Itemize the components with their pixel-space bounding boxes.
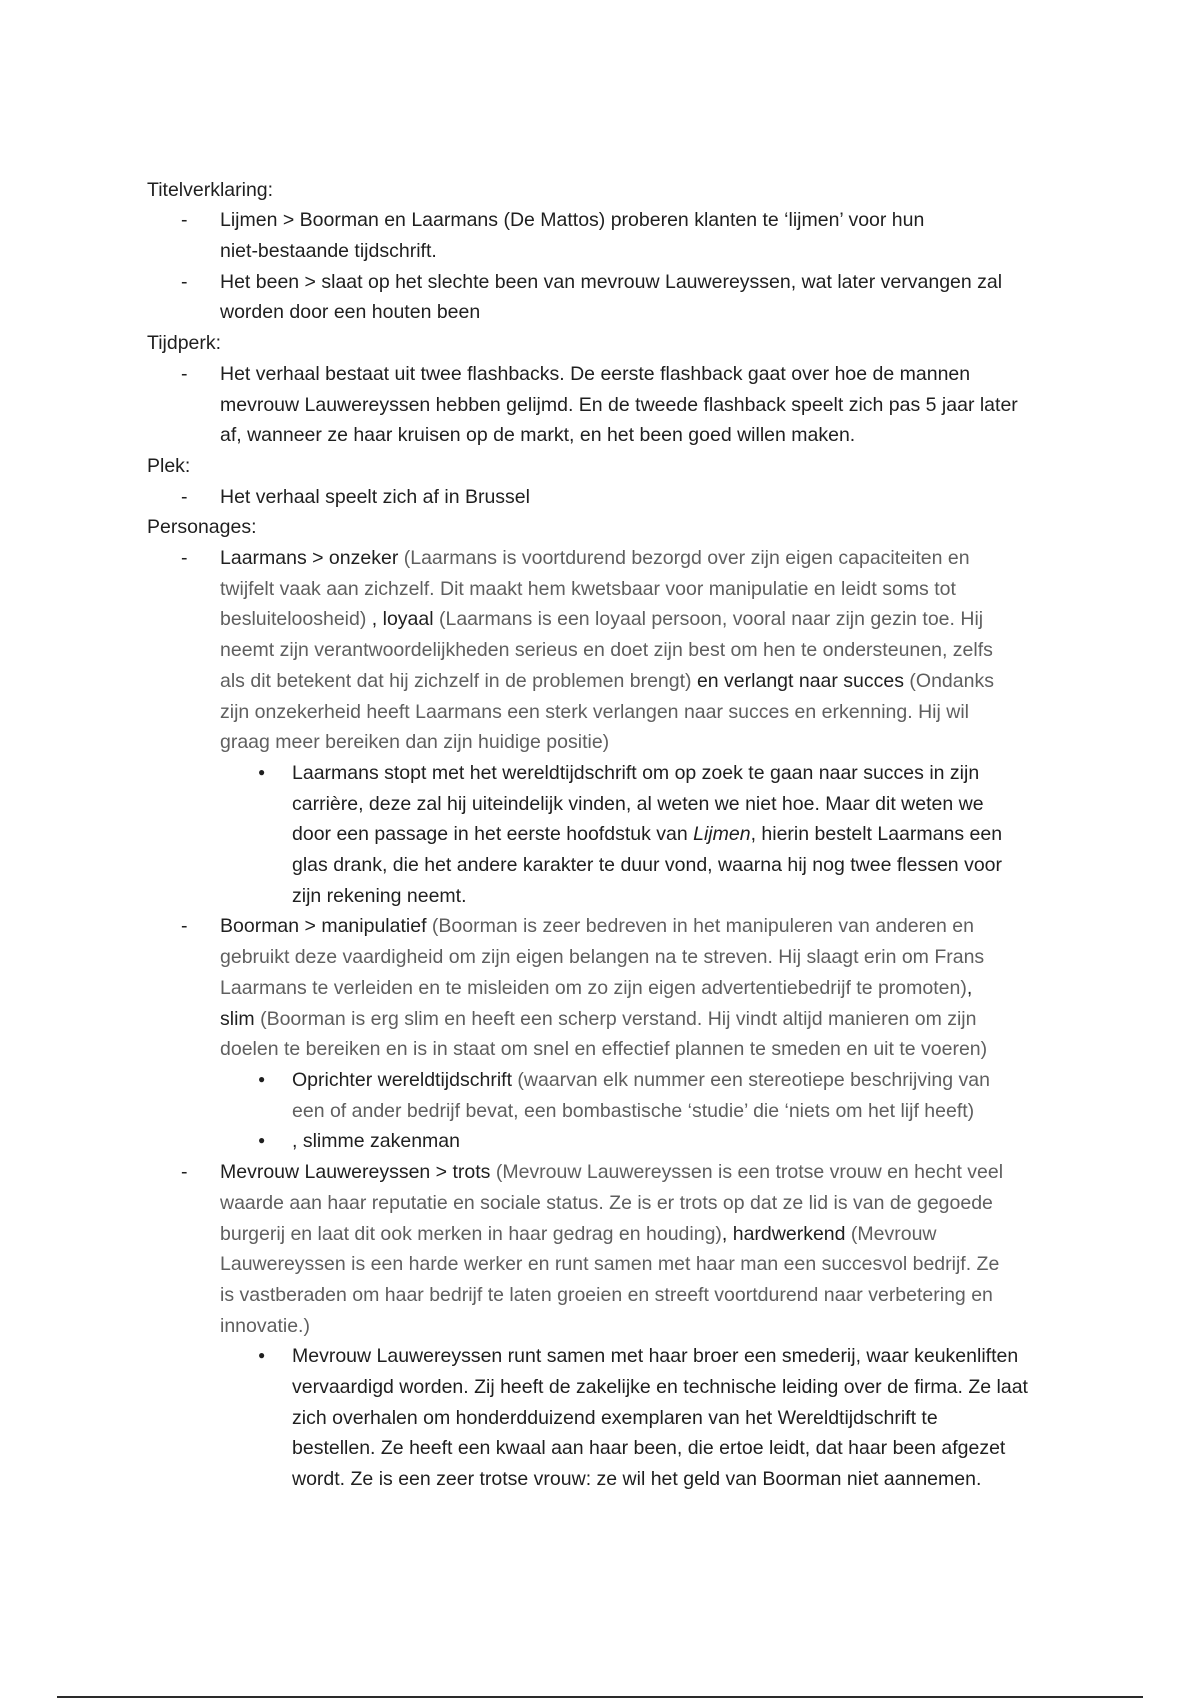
bullet-item-line [0,881,1200,912]
text-segment: mevrouw Lauwereyssen hebben gelijmd. En de tweede flashback speelt zich pas 5 jaar later [220,393,1018,416]
description-text: besluiteloosheid) [220,608,367,631]
text-segment: zich overhalen om honderdduizend exemplaren van het Wereldtijdschrift te [292,1406,938,1429]
dash-item-line [0,1219,1200,1250]
dash-marker: - [181,485,188,508]
text-segment: , hardwerkend [721,1222,851,1245]
dash-item-line [0,973,1200,1004]
bullet-item-line [0,1403,1200,1434]
text-segment: Het verhaal speelt zich af in Brussel [220,485,530,508]
text-segment: Mevrouw Lauwereyssen runt samen met haar broer een smederij, waar keukenliften [292,1345,1019,1368]
dash-list-item [0,543,1200,911]
description-text: graag meer bereiken dan zijn huidige positie) [220,731,610,754]
description-text: (Laarmans is voortdurend bezorgd over zijn eigen capaciteiten en [403,547,970,570]
bullet-list-item [0,1341,1200,1495]
text-segment: bestellen. Ze heeft een kwaal aan haar been, die ertoe leidt, dat haar been afgezet [292,1437,1006,1460]
text-segment: worden door een houten been [220,301,481,324]
description-text: gebruikt deze vaardigheid om zijn eigen belangen na te streven. Hij slaagt erin om Frans [220,946,985,969]
text-segment: Boorman > manipulatief [220,915,432,938]
bullet-item-line [0,789,1200,820]
dash-item-line [0,697,1200,728]
text-segment: wordt. Ze is een zeer trotse vrouw: ze wil het geld van Boorman niet aannemen. [292,1468,982,1491]
text-segment: , slimme zakenman [292,1130,460,1153]
description-text: (Boorman is erg slim en heeft een scherp verstand. Hij vindt altijd manieren om zijn [260,1007,977,1030]
bullet-item-line [0,758,1200,789]
dash-item-line [0,1034,1200,1065]
dash-item-line [0,482,1200,513]
description-text: (Laarmans is een loyaal persoon, vooral naar zijn gezin toe. Hij [438,608,984,631]
text-segment: Het verhaal bestaat uit twee flashbacks. De eerste flashback gaat over hoe de mannen [220,362,971,385]
bullet-item-line [0,1126,1200,1157]
text-segment: carrière, deze zal hij uiteindelijk vinden, al weten we niet hoe. Maar dit weten we [292,792,984,815]
dash-item-line [0,574,1200,605]
bullet-marker: ● [258,1071,266,1086]
bullet-item-line [0,1096,1200,1127]
dash-item-line [0,1004,1200,1035]
dash-marker: - [181,270,188,293]
description-text: is vastberaden om haar bedrijf te laten groeien en streeft voortdurend naar verbetering en [220,1283,993,1306]
dash-list-item [0,482,1200,513]
dash-marker: - [181,1161,188,1184]
text-segment: Laarmans stopt met het wereldtijdschrift om op zoek te gaan naar succes in zijn [292,761,980,784]
dash-item-line [0,236,1200,267]
section-heading: Tijdperk: [147,332,222,355]
bullet-item-line [0,819,1200,850]
description-text: Laarmans te verleiden en te misleiden om zo zijn eigen advertentiebedrijf te promoten) [220,976,967,999]
dash-item-line [0,267,1200,298]
bullet-item-line [0,1464,1200,1495]
text-segment: door een passage in het eerste hoofdstuk van [292,823,694,846]
description-text: zijn onzekerheid heeft Laarmans een sterk verlangen naar succes en erkenning. Hij wil [220,700,969,723]
description-text: Lauwereyssen is een harde werker en runt samen met haar man een succesvol bedrijf. Ze [220,1253,1000,1276]
dash-item-line [0,420,1200,451]
dash-item-line [0,604,1200,635]
text-segment: en verlangt naar succes [691,669,910,692]
dash-item-line [0,1249,1200,1280]
dash-item-line [0,727,1200,758]
bullet-list-item [0,1126,1200,1157]
text-segment: zijn rekening neemt. [292,884,467,907]
dash-item-line [0,1311,1200,1342]
dash-marker: - [181,362,188,385]
section-tijdperk [0,328,1200,451]
text-segment: , hierin bestelt Laarmans een [750,823,1003,846]
text-segment: niet-bestaande tijdschrift. [220,240,437,262]
dash-item-line [0,635,1200,666]
dash-item-line [0,297,1200,328]
bullet-list-item [0,758,1200,912]
dash-list-item [0,359,1200,451]
text-segment: af, wanneer ze haar kruisen op de markt, en het been goed willen maken. [220,424,856,447]
text-segment: , loyaal [366,608,439,631]
dash-list-item [0,205,1200,266]
description-text: neemt zijn verantwoordelijkheden serieus en doet zijn best om hen te ondersteunen, zelfs [220,639,993,662]
section-heading: Personages: [147,516,257,539]
description-text: (Boorman is zeer bedreven in het manipuleren van anderen en [431,915,974,938]
dash-item-line [0,543,1200,574]
dash-item-line [0,1157,1200,1188]
description-text: een of ander bedrijf bevat, een bombastische ‘studie’ die ‘niets om het lijf heeft) [292,1099,975,1122]
page-bottom-rule [57,1696,1143,1698]
dash-item-line [0,942,1200,973]
text-segment: slim [220,1007,261,1030]
text-segment: Laarmans > onzeker [220,547,404,570]
text-segment: Mevrouw Lauwereyssen > trots [220,1161,496,1184]
bullet-marker: ● [258,1133,266,1148]
bullet-item-line [0,850,1200,881]
dash-marker: - [181,915,188,938]
section-heading: Plek: [147,454,191,477]
description-text: (Mevrouw [850,1222,937,1245]
description-text: doelen te bereiken en is in staat om snel en effectief plannen te smeden en uit te voeren) [220,1038,988,1061]
description-text: (waarvan elk nummer een stereotiepe beschrijving van [517,1068,990,1091]
dash-marker: - [181,209,188,232]
dash-item-line [0,1188,1200,1219]
description-text: (Mevrouw Lauwereyssen is een trotse vrouw en hecht veel [495,1161,1004,1184]
dash-item-line [0,1280,1200,1311]
dash-list-item [0,267,1200,328]
text-segment: Lijmen > Boorman en Laarmans (De Mattos) proberen klanten te ‘lijmen’ voor hun [220,209,925,232]
italic-title-text: Lijmen [693,823,751,846]
description-text: innovatie.) [220,1314,310,1337]
bullet-marker: ● [258,1348,266,1363]
bullet-marker: ● [258,764,266,779]
text-segment: glas drank, die het andere karakter te duur vond, waarna hij nog twee flessen voor [292,854,1003,877]
bullet-item-line [0,1341,1200,1372]
document-body [0,175,1200,1495]
dash-item-line [0,205,1200,236]
bullet-item-line [0,1065,1200,1096]
section-plek [0,451,1200,512]
section-titelverklaring [0,175,1200,329]
dash-item-line [0,390,1200,421]
dash-marker: - [181,547,188,570]
bullet-item-line [0,1372,1200,1403]
bullet-list-item [0,1065,1200,1126]
description-text: burgerij en laat dit ook merken in haar gedrag en houding) [220,1222,722,1245]
text-segment: Het been > slaat op het slechte been van mevrouw Lauwereyssen, wat later vervangen zal [220,270,1003,293]
dash-item-line [0,666,1200,697]
section-heading: Titelverklaring: [147,178,274,201]
bullet-item-line [0,1433,1200,1464]
description-text: als dit betekent dat hij zichzelf in de problemen brengt) [220,669,692,692]
description-text: waarde aan haar reputatie en sociale status. Ze is er trots op dat ze lid is van de gegoede [220,1191,993,1214]
description-text: (Ondanks [909,669,994,692]
description-text: twijfelt vaak aan zichzelf. Dit maakt hem kwetsbaar voor manipulatie en leidt soms tot [220,577,956,600]
text-segment: , [966,976,973,999]
text-segment: Oprichter wereldtijdschrift [292,1068,518,1091]
section-personages [0,512,1200,1495]
dash-item-line [0,359,1200,390]
dash-item-line [0,911,1200,942]
dash-list-item [0,911,1200,1157]
text-segment: vervaardigd worden. Zij heeft de zakelijke en technische leiding over de firma. Ze laat [292,1376,1028,1399]
dash-list-item [0,1157,1200,1495]
